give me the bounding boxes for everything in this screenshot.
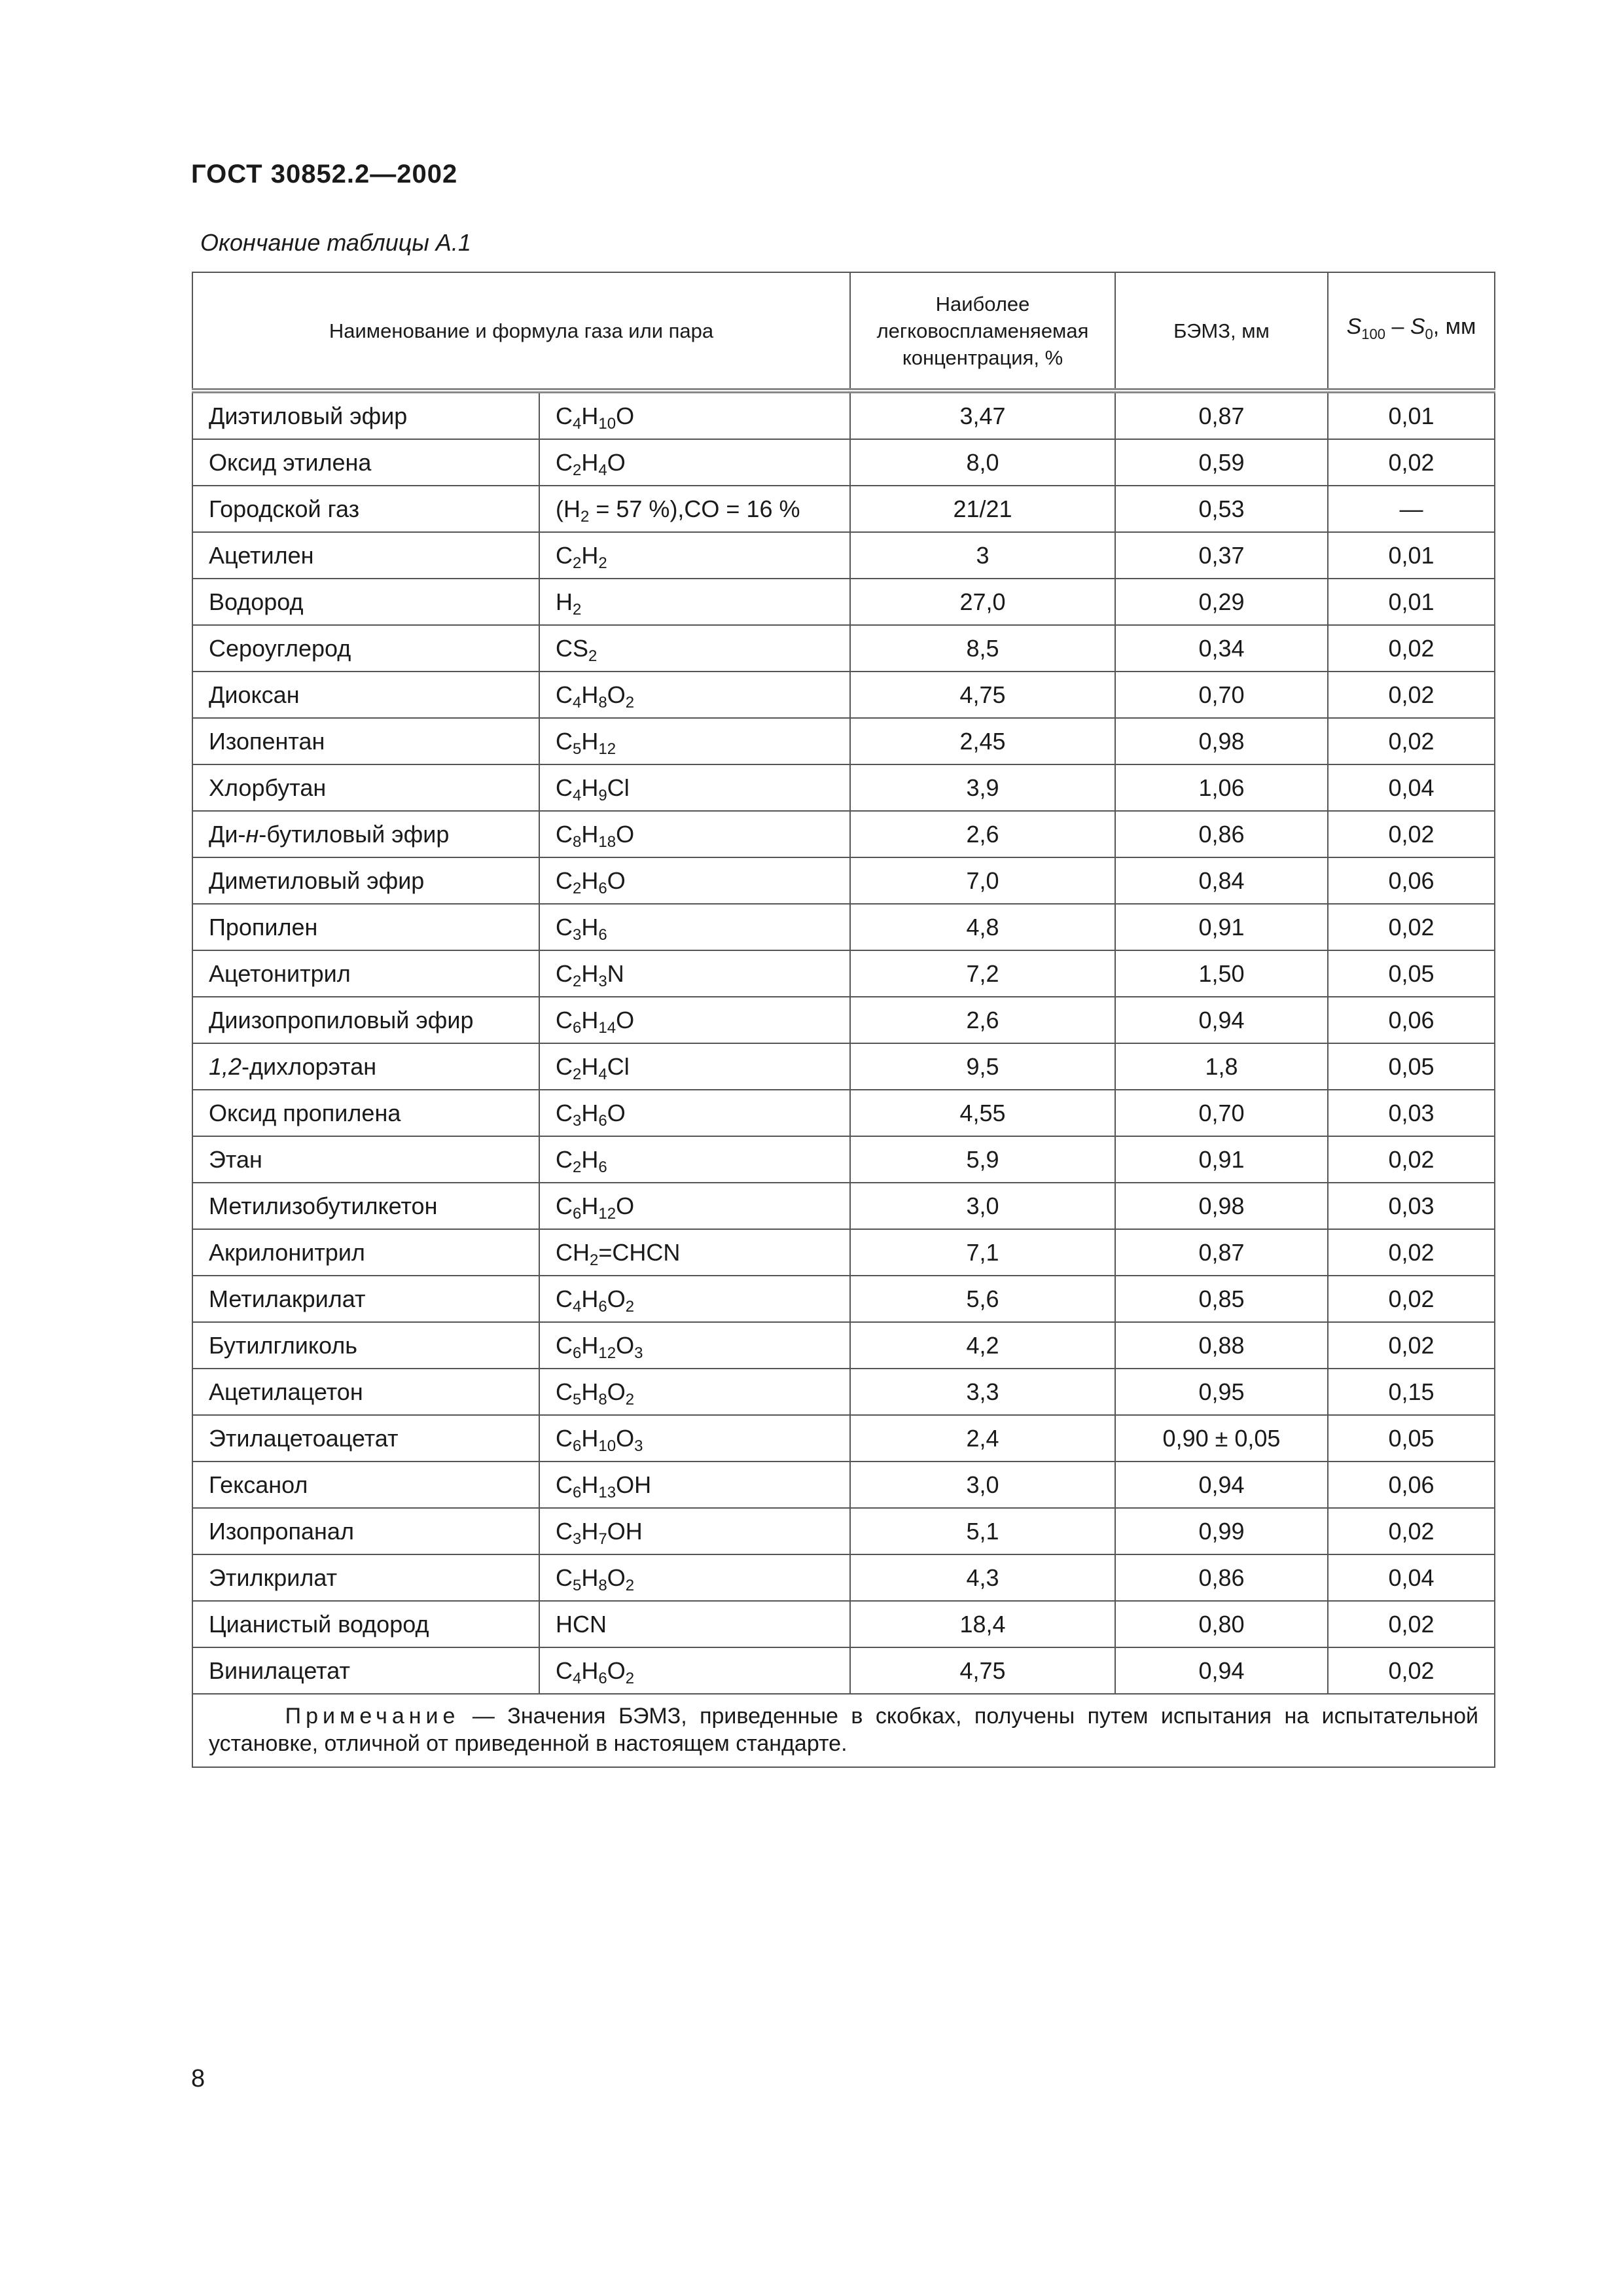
table-row [192, 1090, 1495, 1136]
chemical-formula: $C_3H_6O$ [556, 1099, 626, 1130]
table-row [192, 1183, 1495, 1229]
bemz-cell: 0,34 [1115, 625, 1328, 672]
gas-name: Акрилонитрил [209, 1238, 365, 1266]
s-diff-cell: 0,03 [1328, 1183, 1495, 1229]
bemz-cell: 0,70 [1115, 672, 1328, 718]
chemical-formula: $C_4H_6O_2$ [556, 1657, 635, 1687]
chemical-formula: $C_6H_{13}OH$ [556, 1471, 652, 1501]
chemical-formula: $C_2H_3N$ [556, 960, 624, 990]
s-diff-cell: 0,02 [1328, 1322, 1495, 1369]
bemz-cell: 0,86 [1115, 811, 1328, 857]
concentration-cell: 4,3 [850, 1554, 1115, 1601]
concentration-cell: 7,0 [850, 857, 1115, 904]
s-diff-cell: 0,05 [1328, 1043, 1495, 1090]
concentration-cell: 5,1 [850, 1508, 1115, 1554]
s-diff-cell: 0,02 [1328, 1136, 1495, 1183]
s-diff-cell: 0,01 [1328, 391, 1495, 439]
s-diff-cell: 0,02 [1328, 1229, 1495, 1276]
gas-name-cell [192, 857, 539, 904]
gas-name: Оксид пропилена [209, 1099, 401, 1126]
table-row [192, 904, 1495, 950]
bemz-cell: 0,80 [1115, 1601, 1328, 1647]
bemz-cell: 0,29 [1115, 579, 1328, 625]
table-row [192, 1136, 1495, 1183]
formula-cell [539, 486, 850, 532]
bemz-cell: 0,87 [1115, 1229, 1328, 1276]
gas-name-cell [192, 672, 539, 718]
table-caption: Окончание таблицы А.1 [200, 229, 471, 256]
concentration-cell: 27,0 [850, 579, 1115, 625]
gas-name: Метилизобутилкетон [209, 1192, 438, 1219]
concentration-cell: 8,0 [850, 439, 1115, 486]
formula-cell [539, 718, 850, 764]
s-diff-cell: 0,06 [1328, 1462, 1495, 1508]
formula-cell [539, 1229, 850, 1276]
gas-name: Гексанол [209, 1471, 308, 1498]
concentration-cell: 3,0 [850, 1183, 1115, 1229]
gas-name: Диизопропиловый эфир [209, 1006, 474, 1033]
bemz-cell: 0,91 [1115, 1136, 1328, 1183]
col-header-concentration [850, 272, 1115, 391]
formula-cell [539, 904, 850, 950]
gas-name-cell [192, 1415, 539, 1462]
concentration-cell: 2,6 [850, 811, 1115, 857]
concentration-cell: 4,75 [850, 672, 1115, 718]
formula-cell [539, 1647, 850, 1694]
gas-data-table [192, 272, 1495, 1768]
concentration-cell: 3,0 [850, 1462, 1115, 1508]
gas-name-cell [192, 1229, 539, 1276]
table-row [192, 718, 1495, 764]
s-diff-cell: — [1328, 486, 1495, 532]
bemz-cell: 0,59 [1115, 439, 1328, 486]
gas-name-cell [192, 1647, 539, 1694]
page-number: 8 [191, 2065, 205, 2092]
gas-name-cell [192, 1369, 539, 1415]
concentration-cell: 3,3 [850, 1369, 1115, 1415]
gas-name-cell [192, 997, 539, 1043]
bemz-cell: 0,94 [1115, 1647, 1328, 1694]
gas-name-cell [192, 579, 539, 625]
chemical-formula: $H_2$ [556, 588, 582, 619]
chemical-formula: ($H_2 = 57$ %),CO = 16 % [556, 495, 800, 526]
table-row [192, 857, 1495, 904]
gas-name-cell [192, 625, 539, 672]
formula-cell [539, 625, 850, 672]
table-row [192, 1554, 1495, 1601]
chemical-formula: $C_2H_6$ [556, 1145, 607, 1176]
gas-name-cell [192, 1183, 539, 1229]
gas-name-cell [192, 1508, 539, 1554]
bemz-cell: 0,86 [1115, 1554, 1328, 1601]
gas-name-cell [192, 764, 539, 811]
s-diff-cell: 0,02 [1328, 625, 1495, 672]
gas-name-cell [192, 532, 539, 579]
table-row [192, 1508, 1495, 1554]
chemical-formula: $C_6H_{14}O$ [556, 1006, 635, 1037]
s-diff-cell: 0,06 [1328, 997, 1495, 1043]
formula-cell [539, 1090, 850, 1136]
gas-name-cell [192, 811, 539, 857]
formula-cell [539, 1415, 850, 1462]
gas-name: Водород [209, 588, 304, 615]
gas-name-cell [192, 950, 539, 997]
gas-name-cell [192, 1276, 539, 1322]
formula-cell [539, 857, 850, 904]
table-row [192, 1601, 1495, 1647]
gas-name: Изопентан [209, 727, 325, 755]
formula-cell [539, 579, 850, 625]
concentration-cell: 4,2 [850, 1322, 1115, 1369]
formula-cell [539, 1508, 850, 1554]
formula-cell [539, 997, 850, 1043]
s-diff-cell: 0,01 [1328, 532, 1495, 579]
col-header-name-formula: Наименование и формула газа или пара [192, 272, 850, 391]
concentration-cell: 5,9 [850, 1136, 1115, 1183]
formula-cell [539, 672, 850, 718]
note-row [192, 1694, 1495, 1767]
concentration-cell: 3 [850, 532, 1115, 579]
chemical-formula: $CH_2=CHCN$ [556, 1238, 681, 1269]
s-diff-cell: 0,02 [1328, 672, 1495, 718]
chemical-formula: $C_3H_6$ [556, 913, 607, 944]
concentration-cell: 5,6 [850, 1276, 1115, 1322]
table-row [192, 1369, 1495, 1415]
chemical-formula: $C_2H_6O$ [556, 867, 626, 897]
table-row [192, 950, 1495, 997]
gas-name: Диоксан [209, 681, 300, 708]
table-row [192, 391, 1495, 439]
bemz-cell: 0,53 [1115, 486, 1328, 532]
formula-cell [539, 1043, 850, 1090]
chemical-formula: $C_8H_{18}O$ [556, 820, 635, 851]
concentration-cell: 3,47 [850, 391, 1115, 439]
s-diff-cell: 0,02 [1328, 1508, 1495, 1554]
gas-name: Ацетонитрил [209, 960, 351, 987]
gas-name: Диэтиловый эфир [209, 402, 408, 429]
concentration-cell: 7,1 [850, 1229, 1115, 1276]
table-row [192, 486, 1495, 532]
chemical-formula: $C_5H_8O_2$ [556, 1378, 635, 1408]
gas-name: Ди-н-бутиловый эфир [209, 820, 450, 848]
gas-name: Хлорбутан [209, 774, 327, 801]
table-row [192, 1322, 1495, 1369]
chemical-formula: $C_3H_7OH$ [556, 1517, 643, 1548]
s-diff-cell: 0,02 [1328, 811, 1495, 857]
concentration-cell: 3,9 [850, 764, 1115, 811]
bemz-cell: 0,98 [1115, 1183, 1328, 1229]
table-row [192, 1415, 1495, 1462]
concentration-cell: 2,4 [850, 1415, 1115, 1462]
gas-name-cell [192, 1322, 539, 1369]
note-label: Примечание [285, 1704, 460, 1729]
chemical-formula: $C_6H_{12}O$ [556, 1192, 635, 1223]
s-diff-cell: 0,02 [1328, 718, 1495, 764]
gas-name: Винилацетат [209, 1657, 350, 1684]
gas-name-cell [192, 1462, 539, 1508]
gas-name: Метилакрилат [209, 1285, 366, 1312]
formula-cell [539, 439, 850, 486]
s-diff-cell: 0,06 [1328, 857, 1495, 904]
bemz-cell: 0,37 [1115, 532, 1328, 579]
chemical-formula: $C_4H_8O_2$ [556, 681, 635, 711]
formula-cell [539, 811, 850, 857]
bemz-cell: 0,98 [1115, 718, 1328, 764]
formula-cell [539, 1136, 850, 1183]
formula-cell [539, 1601, 850, 1647]
gas-name: Диметиловый эфир [209, 867, 425, 894]
bemz-cell: 0,90 ± 0,05 [1115, 1415, 1328, 1462]
gas-name: Пропилен [209, 913, 318, 941]
gas-name-cell [192, 1601, 539, 1647]
table-row [192, 532, 1495, 579]
s-diff-cell: 0,03 [1328, 1090, 1495, 1136]
chemical-formula: $C_5H_8O_2$ [556, 1564, 635, 1594]
bemz-cell: 0,99 [1115, 1508, 1328, 1554]
gas-name: Ацетилен [209, 541, 314, 569]
formula-cell [539, 1183, 850, 1229]
s-diff-cell: 0,02 [1328, 1276, 1495, 1322]
bemz-cell: 0,87 [1115, 391, 1328, 439]
table-row [192, 764, 1495, 811]
note-text: — Значения БЭМЗ, приведенные в скобках, получены путем испытания на испытательной установке, отличной от приведенной в настоящем стандарте. [209, 1704, 1478, 1756]
table-header-row [192, 272, 1495, 391]
formula-cell [539, 1554, 850, 1601]
gas-name: Этилацетоацетат [209, 1424, 399, 1452]
gas-name: Этан [209, 1145, 262, 1173]
gas-name: 1,2-дихлорэтан [209, 1052, 377, 1080]
concentration-cell: 4,55 [850, 1090, 1115, 1136]
table-row [192, 1043, 1495, 1090]
gas-name: Ацетилацетон [209, 1378, 363, 1405]
gas-name: Городской газ [209, 495, 360, 522]
concentration-cell: 2,45 [850, 718, 1115, 764]
concentration-cell: 8,5 [850, 625, 1115, 672]
bemz-cell: 0,70 [1115, 1090, 1328, 1136]
bemz-cell: 0,84 [1115, 857, 1328, 904]
formula-cell [539, 532, 850, 579]
table-row [192, 997, 1495, 1043]
s-diff-cell: 0,01 [1328, 579, 1495, 625]
table-row [192, 1229, 1495, 1276]
gas-name-cell [192, 1090, 539, 1136]
chemical-formula: $C_4H_6O_2$ [556, 1285, 635, 1316]
s-diff-cell: 0,05 [1328, 950, 1495, 997]
chemical-formula: $C_4H_9Cl$ [556, 774, 630, 804]
chemical-formula: $C_2H_4O$ [556, 448, 626, 479]
gas-name: Этилкрилат [209, 1564, 338, 1591]
gas-name-cell [192, 439, 539, 486]
concentration-cell: 21/21 [850, 486, 1115, 532]
formula-cell [539, 764, 850, 811]
chemical-formula: HCN [556, 1610, 607, 1638]
chemical-formula: $C_2H_4Cl$ [556, 1052, 630, 1083]
concentration-cell: 7,2 [850, 950, 1115, 997]
gas-name-cell [192, 1043, 539, 1090]
bemz-cell: 0,95 [1115, 1369, 1328, 1415]
gas-name-cell [192, 718, 539, 764]
formula-cell [539, 391, 850, 439]
gas-name: Оксид этилена [209, 448, 372, 476]
gas-name: Изопропанал [209, 1517, 354, 1545]
chemical-formula: $C_6H_{12}O_3$ [556, 1331, 643, 1362]
chemical-formula: $C_6H_{10}O_3$ [556, 1424, 643, 1455]
formula-cell [539, 1462, 850, 1508]
gas-name-cell [192, 1554, 539, 1601]
formula-cell [539, 1322, 850, 1369]
table-note [192, 1694, 1495, 1767]
s-diff-cell: 0,02 [1328, 904, 1495, 950]
document-header: ГОСТ 30852.2—2002 [191, 160, 458, 188]
s-diff-cell: 0,15 [1328, 1369, 1495, 1415]
concentration-cell: 9,5 [850, 1043, 1115, 1090]
formula-cell [539, 1276, 850, 1322]
gas-name: Сероуглерод [209, 634, 351, 662]
col-header-bemz: БЭМЗ, мм [1115, 272, 1328, 391]
bemz-cell: 0,88 [1115, 1322, 1328, 1369]
chemical-formula: $CS_2$ [556, 634, 597, 665]
s-diff-cell: 0,05 [1328, 1415, 1495, 1462]
bemz-cell: 1,50 [1115, 950, 1328, 997]
concentration-cell: 18,4 [850, 1601, 1115, 1647]
formula-cell [539, 950, 850, 997]
col-header-s-diff: $S_{100} - S_0$, мм [1328, 272, 1495, 391]
s-diff-cell: 0,02 [1328, 1601, 1495, 1647]
chemical-formula: $C_5H_{12}$ [556, 727, 616, 758]
table-row [192, 579, 1495, 625]
bemz-cell: 0,85 [1115, 1276, 1328, 1322]
s-diff-cell: 0,02 [1328, 1647, 1495, 1694]
gas-name-cell [192, 486, 539, 532]
concentration-cell: 4,75 [850, 1647, 1115, 1694]
chemical-formula: $C_4H_{10}O$ [556, 402, 635, 433]
s-diff-cell: 0,04 [1328, 764, 1495, 811]
table-body [192, 391, 1495, 1694]
bemz-cell: 1,06 [1115, 764, 1328, 811]
formula-cell [539, 1369, 850, 1415]
bemz-cell: 0,94 [1115, 1462, 1328, 1508]
gas-name-cell [192, 904, 539, 950]
gas-name: Бутилгликоль [209, 1331, 358, 1359]
table-row [192, 625, 1495, 672]
bemz-cell: 1,8 [1115, 1043, 1328, 1090]
concentration-cell: 2,6 [850, 997, 1115, 1043]
col-header-concentration-text: Наиболее легковоспламеняемая концентрация, % [876, 292, 1089, 369]
table-row [192, 811, 1495, 857]
gas-name-cell [192, 391, 539, 439]
concentration-cell: 4,8 [850, 904, 1115, 950]
s-diff-cell: 0,02 [1328, 439, 1495, 486]
table-row [192, 1462, 1495, 1508]
chemical-formula: $C_2H_2$ [556, 541, 607, 572]
table-row [192, 1276, 1495, 1322]
bemz-cell: 0,94 [1115, 997, 1328, 1043]
bemz-cell: 0,91 [1115, 904, 1328, 950]
s-diff-cell: 0,04 [1328, 1554, 1495, 1601]
table-row [192, 1647, 1495, 1694]
gas-name: Цианистый водород [209, 1610, 429, 1638]
table-row [192, 672, 1495, 718]
table-row [192, 439, 1495, 486]
gas-name-cell [192, 1136, 539, 1183]
